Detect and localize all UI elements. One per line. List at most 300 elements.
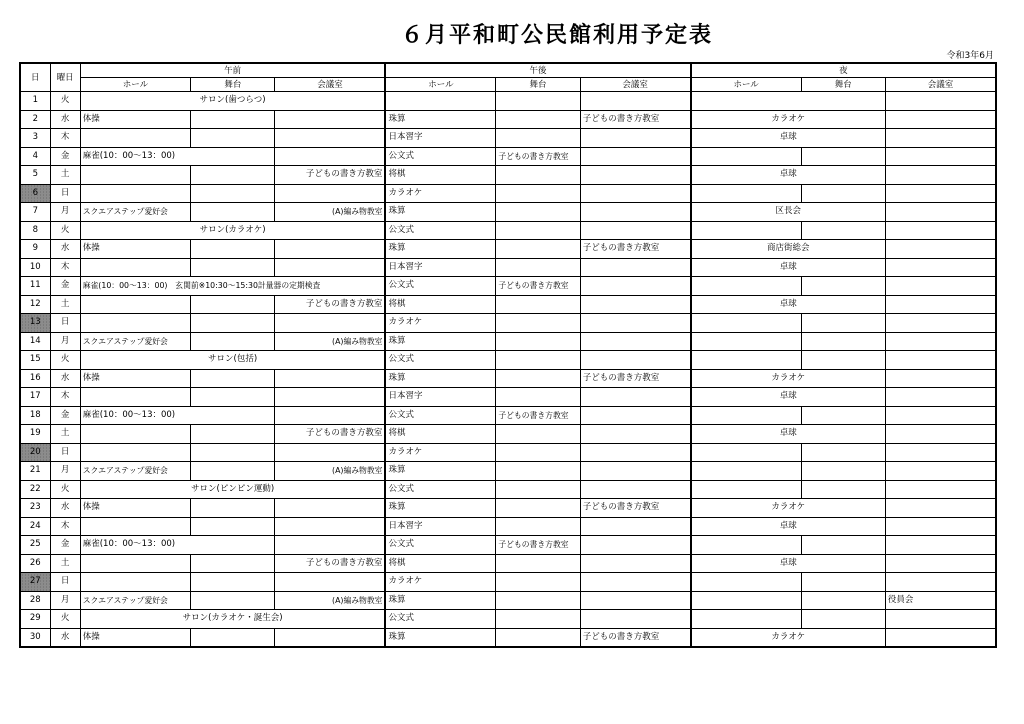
- weekday-cell: 日: [50, 443, 80, 462]
- day-cell: 23: [20, 499, 50, 518]
- night-meeting-cell: [885, 517, 996, 536]
- night-hall-cell: [691, 332, 801, 351]
- am-stage-cell: [191, 425, 275, 444]
- am-stage-cell: [191, 129, 275, 148]
- am-meeting-cell: [275, 184, 385, 203]
- night-meeting-cell: [885, 258, 996, 277]
- am-stage-cell: [191, 203, 275, 222]
- pm-hall-cell: 珠算: [385, 499, 495, 518]
- am-meeting-cell: [275, 314, 385, 333]
- am-meeting-cell: 子どもの書き方教室: [275, 425, 385, 444]
- am-meeting-cell: [275, 517, 385, 536]
- pm-meeting-cell: [580, 258, 690, 277]
- am-stage-cell: [191, 591, 275, 610]
- night-hall-cell: [691, 406, 801, 425]
- header-afternoon: 午後: [385, 63, 690, 78]
- pm-meeting-cell: [580, 295, 690, 314]
- night-meeting-cell: [885, 628, 996, 647]
- am-meeting-cell: [275, 369, 385, 388]
- table-row: [20, 295, 996, 314]
- table-row: [20, 351, 996, 370]
- pm-meeting-cell: [580, 184, 690, 203]
- night-stage-cell: [801, 573, 885, 592]
- header-weekday: 曜日: [50, 63, 80, 92]
- pm-stage-cell: [496, 628, 580, 647]
- table-row: [20, 443, 996, 462]
- am-meeting-cell: [275, 147, 385, 166]
- day-cell: 3: [20, 129, 50, 148]
- am-cell: サロン(ピンピン運動): [80, 480, 385, 499]
- table-row: [20, 517, 996, 536]
- am-meeting-cell: 子どもの書き方教室: [275, 295, 385, 314]
- pm-stage-cell: [496, 332, 580, 351]
- pm-stage-cell: [496, 591, 580, 610]
- am-meeting-cell: [275, 628, 385, 647]
- night-meeting-cell: [885, 462, 996, 481]
- night-cell: カラオケ: [691, 110, 886, 129]
- am-stage-cell: [191, 184, 275, 203]
- day-cell: 27: [20, 573, 50, 592]
- am-hall-cell: [80, 554, 190, 573]
- am-hall-cell: [80, 425, 190, 444]
- night-stage-cell: [801, 610, 885, 629]
- night-hall-cell: [691, 573, 801, 592]
- night-cell: 卓球: [691, 425, 886, 444]
- night-cell: カラオケ: [691, 628, 886, 647]
- am-cell: サロン(歯つらつ): [80, 92, 385, 111]
- table-row: [20, 203, 996, 222]
- pm-hall-cell: 珠算: [385, 240, 495, 259]
- weekday-cell: 月: [50, 203, 80, 222]
- night-hall-cell: [691, 351, 801, 370]
- pm-stage-cell: [496, 369, 580, 388]
- pm-meeting-cell: [580, 221, 690, 240]
- am-hall-cell: 麻雀(10：00～13：00): [80, 406, 275, 425]
- weekday-cell: 火: [50, 221, 80, 240]
- weekday-cell: 木: [50, 517, 80, 536]
- table-row: [20, 536, 996, 555]
- night-meeting-cell: [885, 110, 996, 129]
- pm-stage-cell: [496, 92, 580, 111]
- night-meeting-cell: [885, 443, 996, 462]
- am-stage-cell: [191, 388, 275, 407]
- am-hall-cell: 麻雀(10：00～13：00): [80, 536, 275, 555]
- pm-hall-cell: 日本習字: [385, 129, 495, 148]
- pm-hall-cell: カラオケ: [385, 184, 495, 203]
- pm-meeting-cell: 子どもの書き方教室: [580, 499, 690, 518]
- pm-stage-cell: [496, 240, 580, 259]
- night-cell: 卓球: [691, 554, 886, 573]
- day-cell: 18: [20, 406, 50, 425]
- table-row: [20, 369, 996, 388]
- pm-meeting-cell: [580, 388, 690, 407]
- night-meeting-cell: [885, 554, 996, 573]
- night-meeting-cell: [885, 406, 996, 425]
- pm-hall-cell: 公文式: [385, 610, 495, 629]
- pm-stage-cell: [496, 166, 580, 185]
- table-row: [20, 388, 996, 407]
- am-meeting-cell: [275, 240, 385, 259]
- pm-stage-cell: [496, 517, 580, 536]
- pm-stage-cell: [496, 573, 580, 592]
- pm-meeting-cell: [580, 517, 690, 536]
- weekday-cell: 金: [50, 147, 80, 166]
- pm-hall-cell: 公文式: [385, 536, 495, 555]
- pm-hall-cell: カラオケ: [385, 314, 495, 333]
- day-cell: 22: [20, 480, 50, 499]
- weekday-cell: 火: [50, 351, 80, 370]
- am-hall-cell: [80, 295, 190, 314]
- am-meeting-cell: (A)編み物教室: [275, 591, 385, 610]
- am-hall-cell: [80, 129, 190, 148]
- am-hall-cell: [80, 443, 190, 462]
- night-stage-cell: [801, 221, 885, 240]
- am-hall-cell: 体操: [80, 369, 190, 388]
- pm-stage-cell: [496, 221, 580, 240]
- night-meeting-cell: [885, 351, 996, 370]
- weekday-cell: 日: [50, 184, 80, 203]
- night-cell: カラオケ: [691, 499, 886, 518]
- night-stage-cell: [801, 536, 885, 555]
- weekday-cell: 金: [50, 536, 80, 555]
- am-stage-cell: [191, 110, 275, 129]
- pm-meeting-cell: [580, 406, 690, 425]
- am-meeting-cell: [275, 110, 385, 129]
- header-night-hall: ホール: [691, 78, 801, 92]
- night-meeting-cell: [885, 92, 996, 111]
- am-hall-cell: [80, 517, 190, 536]
- am-cell: サロン(カラオケ・誕生会): [80, 610, 385, 629]
- weekday-cell: 金: [50, 406, 80, 425]
- night-hall-cell: [691, 147, 801, 166]
- day-cell: 30: [20, 628, 50, 647]
- pm-hall-cell: 珠算: [385, 369, 495, 388]
- pm-stage-cell: [496, 129, 580, 148]
- table-row: [20, 184, 996, 203]
- am-stage-cell: [191, 240, 275, 259]
- pm-stage-cell: [496, 388, 580, 407]
- am-stage-cell: [191, 517, 275, 536]
- night-meeting-cell: [885, 369, 996, 388]
- night-meeting-cell: [885, 536, 996, 555]
- table-row: [20, 628, 996, 647]
- am-hall-cell: 体操: [80, 240, 190, 259]
- day-cell: 19: [20, 425, 50, 444]
- pm-hall-cell: 公文式: [385, 147, 495, 166]
- pm-hall-cell: 公文式: [385, 277, 495, 296]
- schedule-table: [19, 62, 997, 648]
- pm-stage-cell: [496, 184, 580, 203]
- day-cell: 15: [20, 351, 50, 370]
- pm-hall-cell: 珠算: [385, 203, 495, 222]
- pm-stage-cell: [496, 610, 580, 629]
- page-title: ６月平和町公民館利用予定表: [400, 23, 713, 48]
- weekday-cell: 月: [50, 462, 80, 481]
- pm-hall-cell: 珠算: [385, 332, 495, 351]
- day-cell: 12: [20, 295, 50, 314]
- pm-stage-cell: [496, 480, 580, 499]
- table-row: [20, 332, 996, 351]
- pm-hall-cell: 公文式: [385, 406, 495, 425]
- night-meeting-cell: 役員会: [885, 591, 996, 610]
- am-hall-cell: [80, 258, 190, 277]
- header-am-stage: 舞台: [191, 78, 275, 92]
- weekday-cell: 水: [50, 628, 80, 647]
- table-row: [20, 147, 996, 166]
- night-hall-cell: [691, 591, 801, 610]
- am-stage-cell: [191, 369, 275, 388]
- am-hall-cell: スクエアステップ愛好会: [80, 462, 190, 481]
- pm-stage-cell: [496, 554, 580, 573]
- weekday-cell: 土: [50, 554, 80, 573]
- pm-stage-cell: [496, 203, 580, 222]
- header-night-stage: 舞台: [801, 78, 885, 92]
- am-hall-cell: 麻雀(10：00～13：00): [80, 147, 275, 166]
- weekday-cell: 土: [50, 166, 80, 185]
- night-hall-cell: [691, 462, 801, 481]
- pm-hall-cell: 珠算: [385, 110, 495, 129]
- pm-meeting-cell: [580, 92, 690, 111]
- am-stage-cell: [191, 166, 275, 185]
- pm-meeting-cell: [580, 147, 690, 166]
- night-meeting-cell: [885, 499, 996, 518]
- day-cell: 20: [20, 443, 50, 462]
- table-row: [20, 462, 996, 481]
- table-header: [20, 63, 996, 92]
- day-cell: 10: [20, 258, 50, 277]
- night-meeting-cell: [885, 240, 996, 259]
- am-stage-cell: [191, 314, 275, 333]
- night-hall-cell: [691, 536, 801, 555]
- table-row: [20, 406, 996, 425]
- day-cell: 9: [20, 240, 50, 259]
- weekday-cell: 火: [50, 92, 80, 111]
- night-meeting-cell: [885, 610, 996, 629]
- weekday-cell: 日: [50, 573, 80, 592]
- header-pm-hall: ホール: [385, 78, 495, 92]
- weekday-cell: 日: [50, 314, 80, 333]
- table-row: [20, 166, 996, 185]
- am-cell: サロン(カラオケ): [80, 221, 385, 240]
- day-cell: 4: [20, 147, 50, 166]
- pm-hall-cell: 将棋: [385, 295, 495, 314]
- header-morning: 午前: [80, 63, 385, 78]
- weekday-cell: 火: [50, 610, 80, 629]
- day-cell: 13: [20, 314, 50, 333]
- pm-meeting-cell: [580, 573, 690, 592]
- pm-stage-cell: [496, 295, 580, 314]
- am-hall-cell: [80, 184, 190, 203]
- weekday-cell: 木: [50, 258, 80, 277]
- am-stage-cell: [191, 295, 275, 314]
- pm-meeting-cell: [580, 480, 690, 499]
- day-cell: 7: [20, 203, 50, 222]
- pm-meeting-cell: [580, 314, 690, 333]
- night-stage-cell: [801, 277, 885, 296]
- pm-hall-cell: 公文式: [385, 221, 495, 240]
- weekday-cell: 木: [50, 129, 80, 148]
- night-meeting-cell: [885, 221, 996, 240]
- am-hall-cell: スクエアステップ愛好会: [80, 591, 190, 610]
- pm-hall-cell: 日本習字: [385, 517, 495, 536]
- weekday-cell: 水: [50, 110, 80, 129]
- night-meeting-cell: [885, 184, 996, 203]
- night-cell: カラオケ: [691, 369, 886, 388]
- am-stage-cell: [191, 628, 275, 647]
- pm-hall-cell: 珠算: [385, 462, 495, 481]
- pm-hall-cell: 日本習字: [385, 388, 495, 407]
- pm-stage-cell: [496, 425, 580, 444]
- table-row: [20, 221, 996, 240]
- day-cell: 24: [20, 517, 50, 536]
- table-row: [20, 277, 996, 296]
- pm-hall-cell: 公文式: [385, 480, 495, 499]
- table-row: [20, 425, 996, 444]
- pm-stage-cell: [496, 110, 580, 129]
- day-cell: 29: [20, 610, 50, 629]
- table-row: [20, 314, 996, 333]
- am-cell: 麻雀(10：00～13：00) 玄関前※10:30～15:30計量器の定期検査: [80, 277, 385, 296]
- night-stage-cell: [801, 184, 885, 203]
- pm-meeting-cell: 子どもの書き方教室: [580, 240, 690, 259]
- pm-stage-cell: [496, 351, 580, 370]
- night-stage-cell: [801, 480, 885, 499]
- am-meeting-cell: [275, 258, 385, 277]
- pm-hall-cell: 珠算: [385, 628, 495, 647]
- am-stage-cell: [191, 573, 275, 592]
- night-meeting-cell: [885, 129, 996, 148]
- day-cell: 8: [20, 221, 50, 240]
- header-pm-meeting: 会議室: [580, 78, 690, 92]
- night-hall-cell: [691, 314, 801, 333]
- pm-stage-cell: [496, 258, 580, 277]
- pm-hall-cell: カラオケ: [385, 443, 495, 462]
- header-day: 日: [20, 63, 50, 92]
- am-meeting-cell: [275, 129, 385, 148]
- am-hall-cell: [80, 388, 190, 407]
- day-cell: 28: [20, 591, 50, 610]
- am-meeting-cell: [275, 406, 385, 425]
- header-night-meeting: 会議室: [885, 78, 996, 92]
- pm-stage-cell: [496, 499, 580, 518]
- pm-stage-cell: [496, 443, 580, 462]
- night-cell: 区長会: [691, 203, 886, 222]
- day-cell: 21: [20, 462, 50, 481]
- night-meeting-cell: [885, 166, 996, 185]
- table-row: [20, 129, 996, 148]
- day-cell: 2: [20, 110, 50, 129]
- am-meeting-cell: [275, 573, 385, 592]
- am-stage-cell: [191, 332, 275, 351]
- weekday-cell: 金: [50, 277, 80, 296]
- day-cell: 6: [20, 184, 50, 203]
- pm-meeting-cell: [580, 462, 690, 481]
- night-meeting-cell: [885, 332, 996, 351]
- night-hall-cell: [691, 277, 801, 296]
- am-hall-cell: スクエアステップ愛好会: [80, 332, 190, 351]
- weekday-cell: 土: [50, 295, 80, 314]
- am-stage-cell: [191, 443, 275, 462]
- am-stage-cell: [191, 462, 275, 481]
- am-hall-cell: 体操: [80, 110, 190, 129]
- night-cell: 卓球: [691, 517, 886, 536]
- pm-meeting-cell: [580, 351, 690, 370]
- weekday-cell: 土: [50, 425, 80, 444]
- night-meeting-cell: [885, 573, 996, 592]
- day-cell: 26: [20, 554, 50, 573]
- am-meeting-cell: (A)編み物教室: [275, 332, 385, 351]
- pm-meeting-cell: [580, 166, 690, 185]
- header-night: 夜: [691, 63, 996, 78]
- am-meeting-cell: [275, 499, 385, 518]
- pm-hall-cell: 日本習字: [385, 258, 495, 277]
- header-pm-stage: 舞台: [496, 78, 580, 92]
- pm-meeting-cell: 子どもの書き方教室: [580, 369, 690, 388]
- am-meeting-cell: [275, 536, 385, 555]
- am-stage-cell: [191, 258, 275, 277]
- pm-stage-cell: 子どもの書き方教室: [496, 406, 580, 425]
- night-meeting-cell: [885, 425, 996, 444]
- day-cell: 17: [20, 388, 50, 407]
- night-cell: 卓球: [691, 258, 886, 277]
- table-row: [20, 610, 996, 629]
- pm-hall-cell: 公文式: [385, 351, 495, 370]
- night-meeting-cell: [885, 295, 996, 314]
- night-stage-cell: [801, 314, 885, 333]
- night-meeting-cell: [885, 147, 996, 166]
- am-meeting-cell: (A)編み物教室: [275, 462, 385, 481]
- pm-stage-cell: [496, 462, 580, 481]
- night-stage-cell: [801, 443, 885, 462]
- am-hall-cell: [80, 166, 190, 185]
- night-cell: 商店街総会: [691, 240, 886, 259]
- pm-hall-cell: 珠算: [385, 591, 495, 610]
- am-meeting-cell: 子どもの書き方教室: [275, 554, 385, 573]
- am-stage-cell: [191, 499, 275, 518]
- pm-stage-cell: 子どもの書き方教室: [496, 536, 580, 555]
- pm-meeting-cell: 子どもの書き方教室: [580, 628, 690, 647]
- am-hall-cell: [80, 573, 190, 592]
- weekday-cell: 水: [50, 240, 80, 259]
- table-row: [20, 92, 996, 111]
- table-row: [20, 554, 996, 573]
- am-meeting-cell: [275, 443, 385, 462]
- night-meeting-cell: [885, 314, 996, 333]
- weekday-cell: 水: [50, 499, 80, 518]
- pm-stage-cell: 子どもの書き方教室: [496, 147, 580, 166]
- pm-meeting-cell: [580, 277, 690, 296]
- table-row: [20, 591, 996, 610]
- pm-meeting-cell: [580, 591, 690, 610]
- night-meeting-cell: [885, 203, 996, 222]
- pm-meeting-cell: [580, 203, 690, 222]
- table-row: [20, 480, 996, 499]
- pm-meeting-cell: [580, 536, 690, 555]
- night-hall-cell: [691, 480, 801, 499]
- am-meeting-cell: 子どもの書き方教室: [275, 166, 385, 185]
- night-cell: 卓球: [691, 129, 886, 148]
- night-stage-cell: [801, 591, 885, 610]
- night-stage-cell: [801, 351, 885, 370]
- pm-hall-cell: カラオケ: [385, 573, 495, 592]
- pm-meeting-cell: [580, 554, 690, 573]
- header-am-meeting: 会議室: [275, 78, 385, 92]
- night-stage-cell: [801, 147, 885, 166]
- pm-hall-cell: 将棋: [385, 425, 495, 444]
- am-meeting-cell: (A)編み物教室: [275, 203, 385, 222]
- night-cell: [691, 92, 886, 111]
- weekday-cell: 火: [50, 480, 80, 499]
